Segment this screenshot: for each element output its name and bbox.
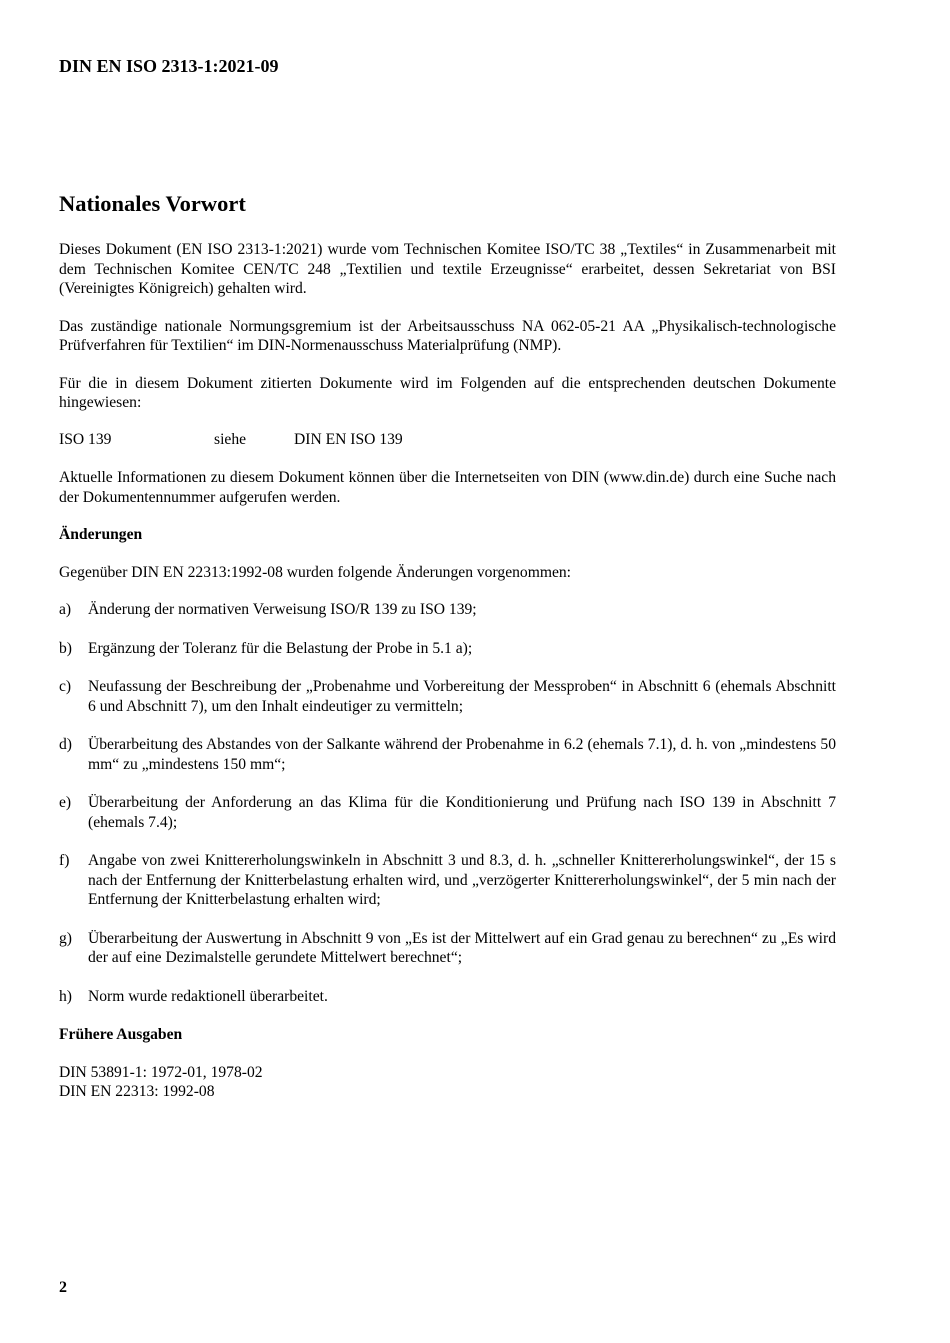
page-number: 2 [59, 1279, 67, 1296]
list-item [59, 639, 836, 659]
list-marker: a) [59, 601, 72, 618]
list-item [59, 677, 836, 716]
list-marker: d) [59, 736, 72, 753]
section-title: Nationales Vorwort [59, 191, 246, 216]
list-item [59, 735, 836, 774]
reference-link-word: siehe [214, 430, 247, 448]
paragraph-cited-documents: Für die in diesem Dokument zitierten Dokumente wird im Folgenden auf die entsprechenden deutschen Dokumente hingewiesen: [59, 374, 836, 411]
paragraph-current-info: Aktuelle Informationen zu diesem Dokument können über die Internetseiten von DIN (www.din.de) durch eine Suche nach der Dokumentennummer aufgerufen werden. [59, 469, 836, 506]
reference-target: DIN EN ISO 139 [294, 430, 403, 448]
list-item-text: Neufassung der Beschreibung der „Probenahme und Vorbereitung der Messproben“ in Abschnitt 6 (ehemals Abschnitt 6 und Abschnitt 7), um den Inhalt eindeutiger zu vermitteln; [88, 678, 836, 715]
list-marker: h) [59, 987, 72, 1005]
prior-edition-line: DIN EN 22313: 1992-08 [59, 1083, 215, 1100]
list-item-text: Überarbeitung der Auswertung in Abschnitt 9 von „Es ist der Mittelwert auf ein Grad genau zu berechnen“ zu „Es wird der auf eine Dezimalstelle gerundete Mittelwert berechnet“; [88, 929, 836, 966]
changes-intro: Gegenüber DIN EN 22313:1992-08 wurden folgende Änderungen vorgenommen: [59, 563, 572, 581]
document-id-header: DIN EN ISO 2313-1:2021-09 [59, 56, 279, 76]
list-marker: b) [59, 639, 72, 657]
list-item-text: Überarbeitung der Anforderung an das Klima für die Konditionierung und Prüfung nach ISO 139 in Abschnitt 7 (ehemals 7.4); [88, 794, 836, 831]
paragraph-committee: Dieses Dokument (EN ISO 2313-1:2021) wurde vom Technischen Komitee ISO/TC 38 „Textiles“ in Zusammenarbeit mit dem Technischen Komitee CEN/TC 248 „Textilien und textile Erzeugnisse“ erarbeitet, dessen Sekretariat von BSI (Vereinigtes Königreich) gehalten wird. [59, 241, 836, 297]
list-item [59, 987, 836, 1007]
list-marker: f) [59, 852, 70, 869]
prior-editions-heading: Frühere Ausgaben [59, 1026, 183, 1043]
list-marker: e) [59, 794, 72, 811]
reference-row [59, 430, 836, 450]
list-item-text: Angabe von zwei Knittererholungswinkeln in Abschnitt 3 und 8.3, d. h. „schneller Knittererholungswinkel“, der 15 s nach der Entfernung der Knitterbelastung erhalten wird, und „verzögerter Knittererholungswinkel“, der 5 min nach der Entfernung der Knitterbelastung erhalten wird; [88, 852, 836, 908]
reference-source: ISO 139 [59, 430, 112, 448]
list-marker: g) [59, 929, 72, 947]
list-item-text: Überarbeitung des Abstandes von der Salkante während der Probenahme in 6.2 (ehemals 7.1), d. h. von „mindestens 50 mm“ zu „mindestens 150 mm“; [88, 736, 836, 773]
changes-heading: Änderungen [59, 526, 143, 543]
list-item [59, 851, 836, 910]
list-marker: c) [59, 678, 72, 695]
list-item-text: Änderung der normativen Verweisung ISO/R 139 zu ISO 139; [88, 601, 477, 618]
list-item-text: Ergänzung der Toleranz für die Belastung der Probe in 5.1 a); [88, 639, 473, 657]
changes-list [59, 600, 836, 1006]
list-item [59, 793, 836, 832]
body-content [59, 240, 836, 1102]
list-item [59, 929, 836, 968]
prior-edition-line: DIN 53891-1: 1972-01, 1978-02 [59, 1063, 263, 1081]
list-item-text: Norm wurde redaktionell überarbeitet. [88, 987, 328, 1005]
paragraph-national-body: Das zuständige nationale Normungsgremium ist der Arbeitsausschuss NA 062-05-21 AA „Physikalisch-technologische Prüfverfahren für Textilien“ im DIN-Normenausschuss Materialprüfung (NMP). [59, 317, 836, 354]
list-item [59, 600, 836, 620]
